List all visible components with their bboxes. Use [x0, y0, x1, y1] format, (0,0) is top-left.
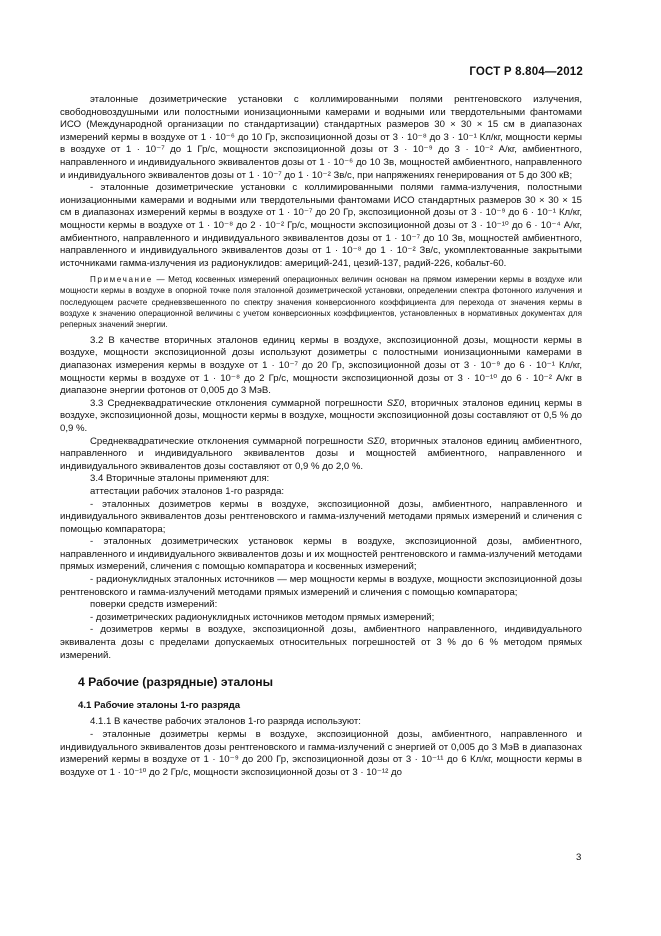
- paragraph-xray-setups: эталонные дозиметрические установки с коллимированными полями рентгеновского излучения, свободновоздушными или полостными ионизационными камерами и водными или твердотельными фантомами ИСО (Международной организации по стандартизации) стандартных размеров 30 × 30 × 15 см в диапазонах измерений кермы в воздухе от 1 · 10⁻⁶ до 10 Гр, экспозиционной дозы от 3 · 10⁻⁸ до 3 · 10⁻¹ Кл/кг, мощности кермы в воздухе от 1 · 10⁻⁷ до 1 Гр/с, мощности экспозиционной дозы от 3 · 10⁻⁹ до 3 · 10⁻² А/кг, амбиентного, направленного и индивидуального эквивалентов дозы от 1 · 10⁻⁶ до 10 Зв, мощностей амбиентного, направленного и индивидуального эквивалентов дозы от 1 · 10⁻⁷ до 1 · 10⁻² Зв/с, при напряжениях генерирования от 5 до 300 кВ;: [60, 94, 582, 181]
- paragraph-attestation: аттестации рабочих эталонов 1-го разряда:: [90, 485, 285, 497]
- paragraph-gamma-setups: - эталонные дозиметрические установки с коллимированными полями гамма-излучения, полостными ионизационными камерами и водными или твердотельными фантомами ИСО стандартных размеров 30 × 30 × 15 см в диапазонах измерений кермы в воздухе от 1 · 10⁻⁷ до 20 Гр, экспозиционной дозы от 3 · 10⁻⁹ до 6 · 10⁻¹ Кл/кг, мощности кермы в воздухе от 1 · 10⁻⁸ до 2 · 10⁻² Гр/с, мощности экспозиционной дозы от 3 · 10⁻¹⁰ до 6 · 10⁻⁴ А/кг, амбиентного, направленного и индивидуального эквивалентов дозы от 1 · 10⁻⁷ до 10 Зв, мощностей амбиентного, направленного и индивидуального эквивалентов дозы от 1 · 10⁻⁸ до 1 · 10⁻² Зв/с, укомплектованные закрытыми источниками гамма-излучения из радионуклидов: америций-241, цезий-137, радий-226, кобальт-60.: [60, 182, 582, 269]
- list-item-setups: - эталонных дозиметрических установок кермы в воздухе, экспозиционной дозы, амбиентного, направленного и индивидуального эквивалентов дозы и их мощностей рентгеновского и гамма-излучений методами прямых измерений, сличения с помощью компаратора и косвенных измерений;: [60, 536, 582, 573]
- note-paragraph: [60, 274, 582, 329]
- paragraph-3-3-suffix: , вторичных эталонов единиц кермы в воздухе, экспозиционной дозы, мощности кермы в воздухе, мощности экспозиционной дозы составляют от 0,5 % до 0,9 %.: [60, 397, 582, 434]
- subsection-4-1-title: 4.1 Рабочие эталоны 1-го разряда: [78, 699, 241, 711]
- paragraph-3-4: 3.4 Вторичные эталоны применяют для:: [90, 473, 270, 485]
- paragraph-3-2: 3.2 В качестве вторичных эталонов единиц кермы в воздухе, экспозиционной дозы, мощности кермы в воздухе, мощности экспозиционной дозы используют дозиметры с полостными ионизационными камерами в диапазонах измерения кермы в воздухе от 1 · 10⁻⁷ до 20 Гр, экспозиционной дозы от 3 · 10⁻⁹ до 6 · 10⁻¹ Кл/кг, мощности кермы в воздухе от 1 · 10⁻⁸ до 2 Гр/с, мощности экспозиционной дозы от 3 · 10⁻¹⁰ до 6 · 10⁻² А/кг в диапазоне энергии фотонов от 0,005 до 3 МэВ.: [60, 334, 582, 397]
- note-label: Примечание: [90, 275, 153, 285]
- paragraph-3-3-equivalents: [60, 436, 582, 474]
- paragraph-verification: поверки средств измерений:: [90, 599, 218, 611]
- document-code-header: ГОСТ Р 8.804—2012: [469, 66, 583, 78]
- list-item-dosimeters: - эталонных дозиметров кермы в воздухе, экспозиционной дозы, амбиентного, направленного и индивидуального эквивалентов дозы рентгеновского и гамма-излучений методами прямых измерений и сличения с помощью компаратора;: [60, 498, 582, 535]
- paragraph-3-3: [60, 398, 582, 436]
- list-item-working-dosimeters: - эталонные дозиметры кермы в воздухе, экспозиционной дозы, амбиентного, направленного и индивидуального эквивалентов дозы рентгеновского и гамма-излучений с энергией от 0,005 до 3 МэВ в диапазонах измерений кермы в воздухе от 1 · 10⁻⁹ до 200 Гр, экспозиционной дозы от 3 · 10⁻¹¹ до 6 Кл/кг, мощности кермы в воздухе от 1 · 10⁻¹⁰ до 2 Гр/с, мощности экспозиционной дозы от 3 · 10⁻¹² до: [60, 729, 582, 778]
- list-item-kerma-dosimeters: - дозиметров кермы в воздухе, экспозиционной дозы, амбиентного направленного, индивидуального эквивалента дозы с пределами допускаемых относительных погрешностей от 3 % до 6 % методом прямых измерений.: [60, 624, 582, 661]
- paragraph-3-3-prefix: 3.3 Среднеквадратические отклонения суммарной погрешности: [90, 397, 387, 409]
- document-body: [60, 94, 582, 779]
- error-symbol: SΣ0: [386, 397, 405, 409]
- list-item-sources: - радионуклидных эталонных источников — мер мощности кермы в воздухе, мощности экспозиционной дозы рентгеновского и гамма-излучений методами прямых измерений и сличения с помощью компаратора;: [60, 574, 582, 598]
- section-4-title: 4 Рабочие (разрядные) эталоны: [78, 675, 274, 690]
- page-number: 3: [576, 852, 582, 863]
- error-symbol-2: SΣ0: [366, 435, 385, 447]
- paragraph-4-1-1: 4.1.1 В качестве рабочих эталонов 1-го разряда используют:: [90, 716, 361, 728]
- paragraph-3-3b-prefix: Среднеквадратические отклонения суммарной погрешности: [90, 435, 367, 447]
- list-item-radionuclide-sources: - дозиметрических радионуклидных источников методом прямых измерений;: [90, 611, 435, 623]
- note-text: — Метод косвенных измерений операционных величин основан на прямом измерении кермы в воздухе или мощности кермы в воздухе в опорной точке поля эталонной дозиметрической установки, определении спектра фотонного излучения и последующем расчете средневзвешенного по спектру значения конверсионного коэффициента для перехода от значения кермы в воздухе к значению операционной величины с учетом конверсионных коэффициентов, установленных в нормативных документах для реперных значений энергии.: [60, 275, 582, 329]
- paragraph-3-3b-suffix: , вторичных эталонов единиц амбиентного, направленного и индивидуального эквивалентов дозы и мощностей амбиентного, направленного и индивидуального эквивалентов дозы составляют от 0,9 % до 2,0 %.: [60, 435, 582, 472]
